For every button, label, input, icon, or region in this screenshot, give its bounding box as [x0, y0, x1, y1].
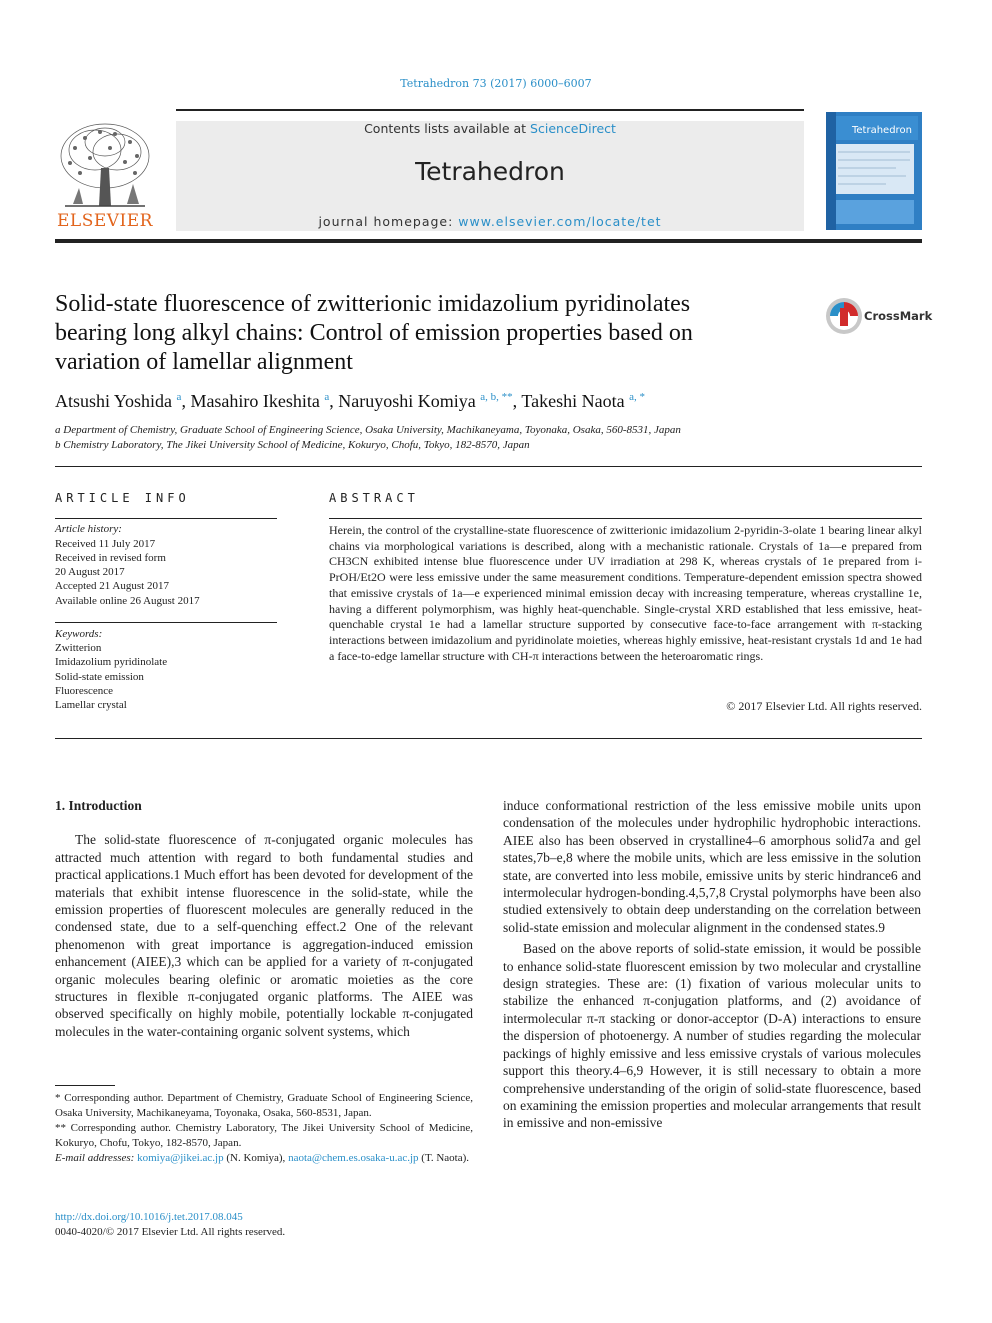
article-info-heading: ARTICLE INFO: [55, 491, 190, 505]
homepage-line: [176, 214, 804, 229]
author-name: Atsushi Yoshida: [55, 391, 173, 411]
article-info-divider: [55, 518, 277, 519]
homepage-link[interactable]: www.elsevier.com/locate/tet: [458, 214, 662, 229]
author-affiliation-marker[interactable]: a, b, **: [480, 391, 513, 403]
abstract-copyright: © 2017 Elsevier Ltd. All rights reserved.: [726, 699, 922, 713]
abstract-text: Herein, the control of the crystalline-state fluorescence of zwitterionic imidazolium 2-pyridin-3-olate 1 bearing linear alkyl chains via morphological variations is described, along with a mechanistic rationale. Crystals of 1a—e prepared from CH3CN exhibited intense blue fluorescence under UV irradiation at 298 K, whereas crystals of 1e prepared from i-PrOH/Et2O were less emissive under the same measurement conditions. Temperature-dependent emission spectra showed that emissive crystals of 1a—e experienced minimal emission decay with increasing temperature, whereas crystalline 1e, having a different polymorphism, was highly heat-quenchable. Single-crystal XRD established that less emissive, heat-quenchable crystal 1e had a lamellar structure supported by consecutive face-to-face arrangement with π-stacking interactions between imidazolium and pyridinolate moieties, whereas highly emissive, heat-resistant crystals 1d and 1e had a face-to-edge lamellar structure with CH-π interactions between the heteroaromatic rings.: [329, 523, 922, 663]
title-line: bearing long alkyl chains: Control of emission properties based on: [55, 320, 693, 346]
email-owner: (T. Naota).: [421, 1152, 470, 1164]
email-link-komiya[interactable]: komiya@jikei.ac.jp: [137, 1152, 224, 1164]
author-name: Naruyoshi Komiya: [338, 391, 476, 411]
sciencedirect-link[interactable]: ScienceDirect: [530, 121, 616, 136]
crossmark-icon[interactable]: [824, 296, 864, 336]
keywords-label: Keywords:: [55, 628, 103, 640]
journal-reference[interactable]: Tetrahedron 73 (2017) 6000–6007: [400, 77, 592, 90]
elsevier-wordmark: ELSEVIER: [57, 211, 153, 231]
keyword: Lamellar crystal: [55, 699, 127, 711]
history-item: Received 11 July 2017: [55, 538, 156, 550]
affiliation-b: b Chemistry Laboratory, The Jikei University School of Medicine, Kokuryo, Chofu, Tokyo, 182-8570, Japan: [55, 439, 530, 451]
history-label: Article history:: [55, 523, 122, 535]
masthead-bottom-rule: [55, 239, 922, 243]
contents-line: [176, 121, 804, 136]
affiliation-divider: [55, 466, 922, 467]
issn-line: 0040-4020/© 2017 Elsevier Ltd. All rights reserved.: [55, 1226, 286, 1238]
email-owner: (N. Komiya),: [223, 1152, 289, 1164]
author-name: Takeshi Naota: [521, 391, 625, 411]
author-affiliation-marker[interactable]: a: [176, 391, 182, 403]
history-item: 20 August 2017: [55, 566, 125, 578]
title-line: Solid-state fluorescence of zwitterionic imidazolium pyridinolates: [55, 291, 691, 317]
keyword: Imidazolium pyridinolate: [55, 656, 168, 668]
footnotes: [55, 1091, 473, 1166]
history-item: Available online 26 August 2017: [55, 595, 200, 607]
homepage-prefix: journal homepage:: [318, 214, 459, 229]
body-paragraph: Based on the above reports of solid-state emission, it would be possible to enhance solid-state fluorescent emission by two molecular and crystalline design strategies. These are: (1) fixation of various molecular units to stabilize the enhanced π-conjugation platforms, and (2) avoidance of intermolecular π-π stacking or donor-acceptor (D-A) interactions to ensure the dispersion of photoenergy. A number of studies regarding the molecular packings of highly emissive and less emissive crystals of various molecules support this theory.4–6,9 However, it is still necessary to obtain a more comprehensive understanding of the origin of solid-state fluorescence, based on examining the emission properties and molecular arrangements that result in emissive and non-emissive: [503, 941, 921, 1131]
article-title: [55, 290, 795, 377]
keyword: Zwitterion: [55, 642, 102, 654]
keyword: Solid-state emission: [55, 671, 144, 683]
author-list: Atsushi Yoshida $^a$, Masahiro Ikeshita $^a$, Naruyoshi Komiya $^{a, b, **}$, Takeshi Naota $^{a, *}$: [55, 391, 645, 411]
email-link-naota[interactable]: naota@chem.es.osaka-u.ac.jp: [288, 1152, 419, 1164]
abstract-heading: ABSTRACT: [329, 491, 419, 505]
section-heading: 1. Introduction: [55, 798, 142, 813]
abstract-bottom-rule: [55, 738, 922, 739]
footnote-rule: [55, 1085, 115, 1086]
contents-prefix: Contents lists available at: [364, 121, 531, 136]
journal-name: Tetrahedron: [415, 157, 565, 186]
body-left-column: [55, 797, 473, 1040]
footnote-corresponding-1: * Corresponding author. Department of Chemistry, Graduate School of Engineering Science, Osaka University, Machikaneyama, Toyonaka, Osaka, 560-8531, Japan.: [55, 1092, 473, 1119]
body-right-column: [503, 797, 921, 1132]
keyword: Fluorescence: [55, 685, 114, 697]
footnote-emails: [55, 1151, 473, 1166]
author-affiliation-marker[interactable]: a: [324, 391, 330, 403]
cover-title: Tetrahedron: [852, 125, 912, 136]
footnote-corresponding-2: ** Corresponding author. Chemistry Laboratory, The Jikei University School of Medicine, Kokuryo, Chofu, Tokyo, 182-8570, Japan.: [55, 1122, 473, 1149]
author-affiliation-marker[interactable]: a, *: [629, 391, 645, 403]
crossmark-label[interactable]: CrossMark: [864, 309, 933, 323]
history-item: Received in revised form: [55, 552, 166, 564]
affiliation-a: a Department of Chemistry, Graduate School of Engineering Science, Osaka University, Machikaneyama, Toyonaka, Osaka, 560-8531, Japan: [55, 424, 681, 436]
author-name: Masahiro Ikeshita: [190, 391, 320, 411]
keywords-divider: [55, 622, 277, 623]
masthead-top-rule: [176, 109, 804, 111]
abstract-divider: [329, 518, 922, 519]
email-label: E-mail addresses:: [55, 1152, 138, 1164]
body-paragraph: induce conformational restriction of the less emissive mobile units upon condensation of the molecules under hydrophilic hydrophobic interactions. AIEE also has been observed in crystalline4–6 amorphous solid7a and gel states,7b–e,8 where the mobile units, which are less emissive in the solution state, are converted into less mobile, emissive units by steric hindrance6 and intermolecular hydrogen-bonding.4,5,7,8 Crystal polymorphs have been also studied extensively to obtain deep understanding on the correlation between solid-state emission and molecular alignment in the condensed states.9: [503, 798, 921, 935]
history-item: Accepted 21 August 2017: [55, 580, 169, 592]
body-paragraph: The solid-state fluorescence of π-conjugated organic molecules has attracted much attention with regard to both fundamental studies and practical applications.1 Much effort has been devoted for development of the materials that exhibit intense fluorescence in the solid-state, while the emission properties of fluorescent molecules are generally reduced in the condensed state, due to a self-quenching effect.2 One of the relevant phenomenon with great importance is aggregation-induced emission enhancement (AIEE),3 which can be applied for a variety of π-conjugated organic molecules bearing olefinic or aromatic moieties as the core structures in flexible π-conjugated organic platforms. The AIEE was observed specifically on highly mobile, potentially lockable π-conjugated molecules in the water-containing organic solvent systems, which: [55, 832, 473, 1039]
title-line: variation of lamellar alignment: [55, 349, 353, 375]
doi-link[interactable]: http://dx.doi.org/10.1016/j.tet.2017.08.045: [55, 1211, 243, 1223]
